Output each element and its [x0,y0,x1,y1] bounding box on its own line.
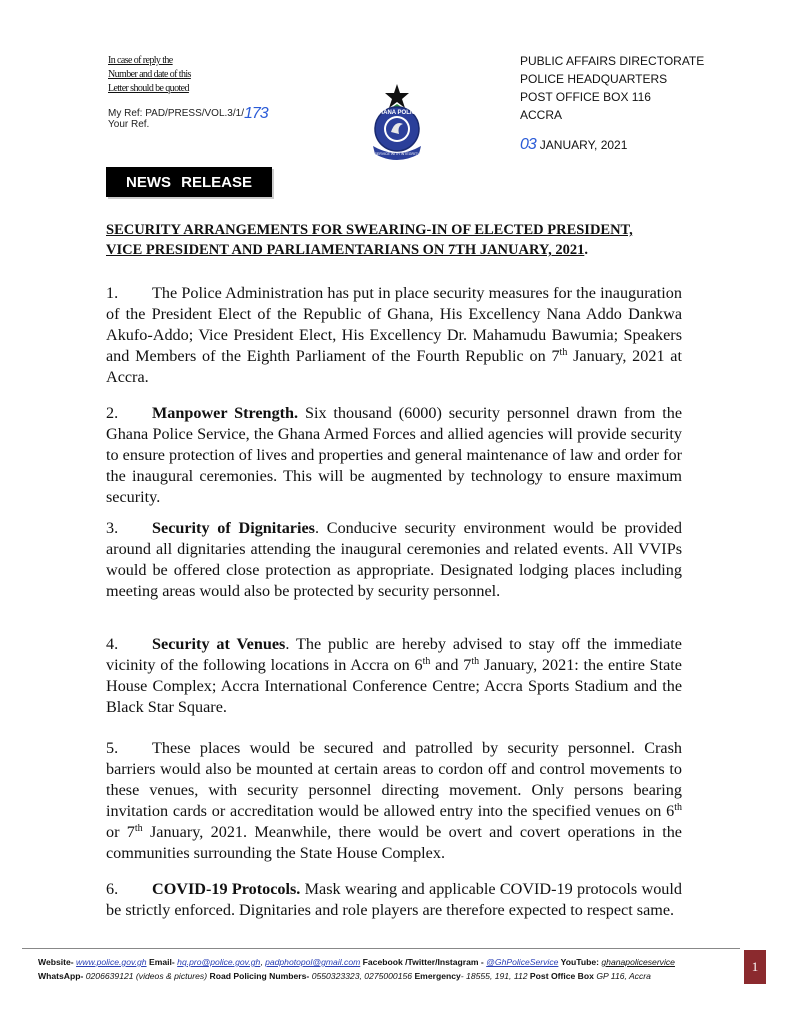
paragraph-text: Six thousand (6000) security personnel drawn from the Ghana Police Service, the Ghana Armed Forces and allied agencies will provide security to ensure protection of lives and properties and general maintenance of law and order for the inaugural ceremonies. This will be augmented by technology to ensure maximum security. [106,404,682,506]
paragraph-number: 1. [106,284,119,302]
social-handle-link[interactable]: @GhPoliceService [486,957,559,967]
paragraph-text: These places would be secured and patrolled by security personnel. Crash barriers would also be mounted at certain areas to cordon off and control movements to these venues, with security personnel directing movement. Only persons bearing invitation cards or accreditation would be allowed entry into the specified venues on 6 [106,739,682,820]
my-ref-value: PAD/PRESS/VOL.3/1/ [145,108,244,119]
svg-text:GHANA POLICE: GHANA POLICE [374,110,420,116]
date-month-year: JANUARY, 2021 [539,138,628,152]
paragraph-2 [106,403,682,508]
paragraph-text: January, 2021 at Accra. [106,347,682,386]
reply-note-line: Letter should be quoted [108,83,189,94]
reply-note-line: In case of reply the [108,55,173,66]
pobox-value: GP 116, Accra [596,971,651,981]
paragraph-text: . Conducive security environment would be provided around all dignitaries attending the inaugural ceremonies and related events. All VVIPs would be offered close protection as appropriate. Designated lodging places including meeting areas would also be protected by security personnel. [106,519,682,600]
title-line-1: SECURITY ARRANGEMENTS FOR SWEARING-IN OF ELECTED PRESIDENT, [106,222,633,238]
paragraph-number: 6. [106,880,119,898]
road-policing-numbers: 0550323323, 0275000156 [311,971,413,981]
my-ref-handwritten-number: 173 [243,105,268,122]
footer-line-1 [38,955,675,969]
paragraph-1 [106,283,682,388]
paragraph-text: Mask wearing and applicable COVID-19 protocols would be strictly enforced. Dignitaries and role players are therefore expected to respect same. [106,880,682,919]
paragraph-4 [106,634,682,718]
paragraph-heading: Security of Dignitaries [152,519,315,537]
ordinal-suffix: th [471,656,480,667]
footer-line-2 [38,969,675,983]
paragraph-number: 5. [106,739,119,757]
website-label: Website- [38,957,77,967]
paragraph-heading: Manpower Strength. [152,404,299,422]
sender-address [520,52,704,124]
paragraph-text: and 7 [430,656,472,674]
pobox-label: Post Office Box [527,971,597,981]
my-reference [108,105,268,122]
my-ref-label: My Ref: [108,108,146,119]
paragraph-heading: COVID-19 Protocols. [152,880,301,898]
paragraph-3 [106,518,682,602]
paragraph-heading: Security at Venues [152,635,286,653]
address-line: PUBLIC AFFAIRS DIRECTORATE [520,54,705,68]
ordinal-suffix: th [674,802,682,813]
whatsapp-label: WhatsApp- [38,971,86,981]
paragraph-6 [106,879,682,921]
ordinal-suffix: th [559,347,568,358]
paragraph-number: 4. [106,635,119,653]
email-label: Email- [146,957,178,967]
reference-block [108,105,268,130]
letter-date [520,136,627,154]
address-line: POLICE HEADQUARTERS [520,72,668,86]
date-handwritten-day: 03 [520,136,536,153]
title-line-2: VICE PRESIDENT AND PARLIAMENTARIANS ON 7TH JANUARY, 2021 [106,242,585,258]
social-label: Facebook /Twitter/Instagram - [360,957,487,967]
email-link-photo[interactable]: padphotopol@gmail.com [265,957,361,967]
contact-footer [38,955,675,983]
paragraph-text: . The public are hereby advised to stay off the immediate vicinity of the following locations in Accra on 6 [106,635,682,674]
youtube-channel[interactable]: ghanapoliceservice [601,957,675,967]
title-period: . [584,242,588,258]
svg-text:SERVICE WITH INTEGRITY: SERVICE WITH INTEGRITY [374,152,420,156]
paragraph-text: or 7 [106,823,135,841]
page-number-badge: 1 [744,950,766,984]
paragraph-5 [106,738,682,864]
website-link[interactable]: www.police.gov.gh [76,957,147,967]
footer-divider [22,948,740,949]
reply-instruction-note [108,54,191,96]
ordinal-suffix: th [134,823,143,834]
paragraph-number: 2. [106,404,119,422]
paragraph-text: January, 2021: the entire State House Complex; Accra International Conference Centre; Accra Sports Stadium and the Black Star Square. [106,656,682,716]
ordinal-suffix: th [422,656,431,667]
news-release-banner: NEWS RELEASE [106,167,272,197]
road-policing-label: Road Policing Numbers- [207,971,312,981]
emergency-label: Emergency [412,971,461,981]
email-separator: , [260,957,266,967]
paragraph-number: 3. [106,519,119,537]
your-reference: Your Ref. [108,119,150,130]
address-line: ACCRA [520,108,563,122]
ghana-police-crest-icon [361,82,433,164]
reply-note-line: Number and date of this [108,69,191,80]
emergency-numbers: - 18555, 191, 112 [460,971,528,981]
email-link-hq[interactable]: hq.pro@police.gov.gh [177,957,261,967]
address-line: POST OFFICE BOX 116 [520,90,651,104]
youtube-label: YouTube: [558,957,602,967]
paragraph-text: January, 2021. Meanwhile, there would be overt and covert operations in the communities surrounding the State House Complex. [106,823,682,862]
paragraph-text: The Police Administration has put in place security measures for the inauguration of the President Elect of the Republic of Ghana, His Excellency Nana Addo Dankwa Akufo-Addo; Vice President Elect, His Excellency Dr. Mahamudu Bawumia; Speakers and Members of the Eighth Parliament of the Fourth Republic on 7 [106,284,682,365]
document-title [106,220,686,260]
whatsapp-number: 0206639121 (videos & pictures) [85,971,208,981]
